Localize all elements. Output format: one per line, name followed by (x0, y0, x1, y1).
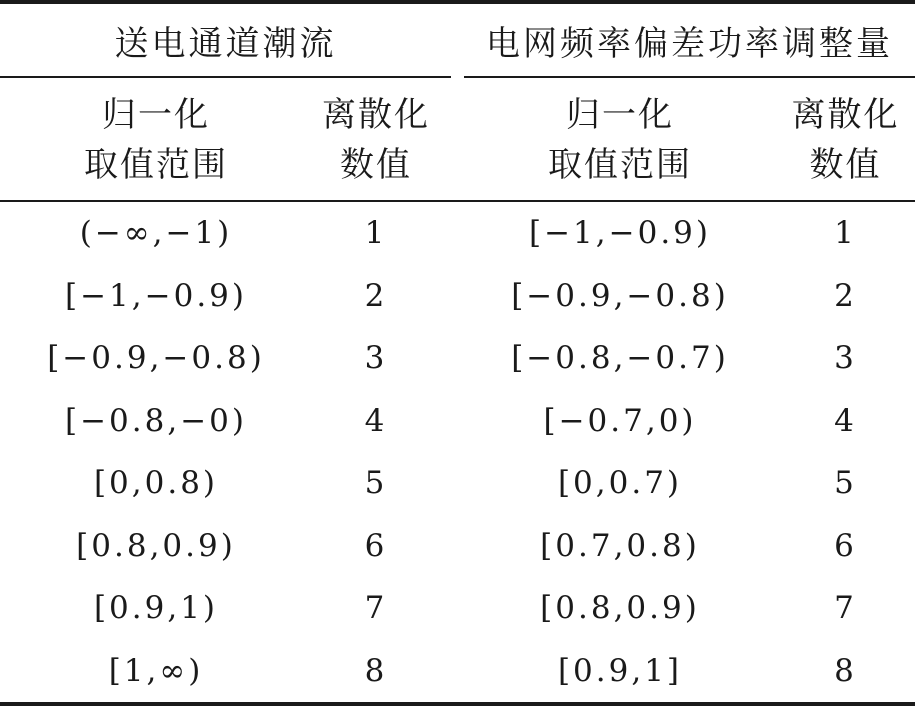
subheader-right-value (776, 80, 915, 200)
group-title-frequency-power-adjustment: 电网频率偏差功率调整量 (486, 23, 893, 64)
subheader-left-value-line1: 离散化 (322, 95, 430, 135)
right-value-cell: 3 (834, 340, 857, 376)
right-value-cell: 1 (834, 215, 857, 251)
left-value-cell: 4 (364, 402, 388, 439)
right-value-cell: 7 (834, 590, 857, 626)
table-bottom-rule (0, 702, 915, 706)
subheader-right-range (464, 80, 776, 200)
left-range-cell: [0.9,1) (93, 590, 219, 626)
right-range-cell: [0.7,0.8) (540, 527, 700, 564)
left-value-cell: 3 (364, 340, 388, 376)
left-value-cell: 6 (364, 527, 388, 564)
left-range-cell: [−1,−0.9) (64, 277, 247, 314)
left-value-cell: 2 (364, 277, 388, 314)
group-title-transmission-flow: 送电通道潮流 (114, 23, 337, 64)
right-value-cell: 4 (834, 402, 857, 439)
left-range-cell: [0.8,0.9) (76, 527, 236, 564)
right-value-cell: 8 (834, 652, 857, 689)
subheader-left-range-line2: 取值范围 (84, 145, 228, 185)
left-value-cell: 7 (364, 590, 388, 626)
subheader-right-range-line1: 归一化 (566, 95, 674, 135)
right-range-cell: [−0.9,−0.8) (511, 277, 729, 314)
right-range-cell: [−1,−0.9) (528, 215, 711, 251)
right-range-cell: [−0.8,−0.7) (511, 340, 729, 376)
subheader-left-value (312, 80, 440, 200)
left-range-cell: [−0.8,−0) (64, 402, 247, 439)
group-underline-right (464, 76, 915, 78)
right-range-cell: [0.9,1] (557, 652, 683, 689)
subheader-right-value-line2: 数值 (809, 145, 882, 185)
right-value-cell: 6 (834, 527, 857, 564)
right-value-cell: 5 (834, 465, 857, 501)
subheader-left-value-line2: 数值 (340, 145, 412, 185)
right-range-cell: [0.8,0.9) (540, 590, 700, 626)
subheader-left-range (0, 80, 312, 200)
left-value-cell: 5 (364, 465, 388, 501)
right-range-cell: [0,0.7) (557, 465, 683, 501)
left-range-cell: [0,0.8) (93, 465, 219, 501)
right-value-cell: 2 (834, 277, 857, 314)
left-range-cell: [1,∞) (108, 652, 204, 689)
left-value-cell: 1 (364, 215, 388, 251)
group-underline-left (0, 76, 451, 78)
right-range-cell: [−0.7,0) (543, 402, 697, 439)
left-value-cell: 8 (364, 652, 388, 689)
left-range-cell: (−∞,−1) (79, 215, 233, 251)
subheader-right-range-line2: 取值范围 (548, 145, 692, 185)
subheader-left-range-line1: 归一化 (102, 95, 210, 135)
subheader-right-value-line1: 离散化 (791, 95, 900, 135)
left-range-cell: [−0.9,−0.8) (47, 340, 265, 376)
